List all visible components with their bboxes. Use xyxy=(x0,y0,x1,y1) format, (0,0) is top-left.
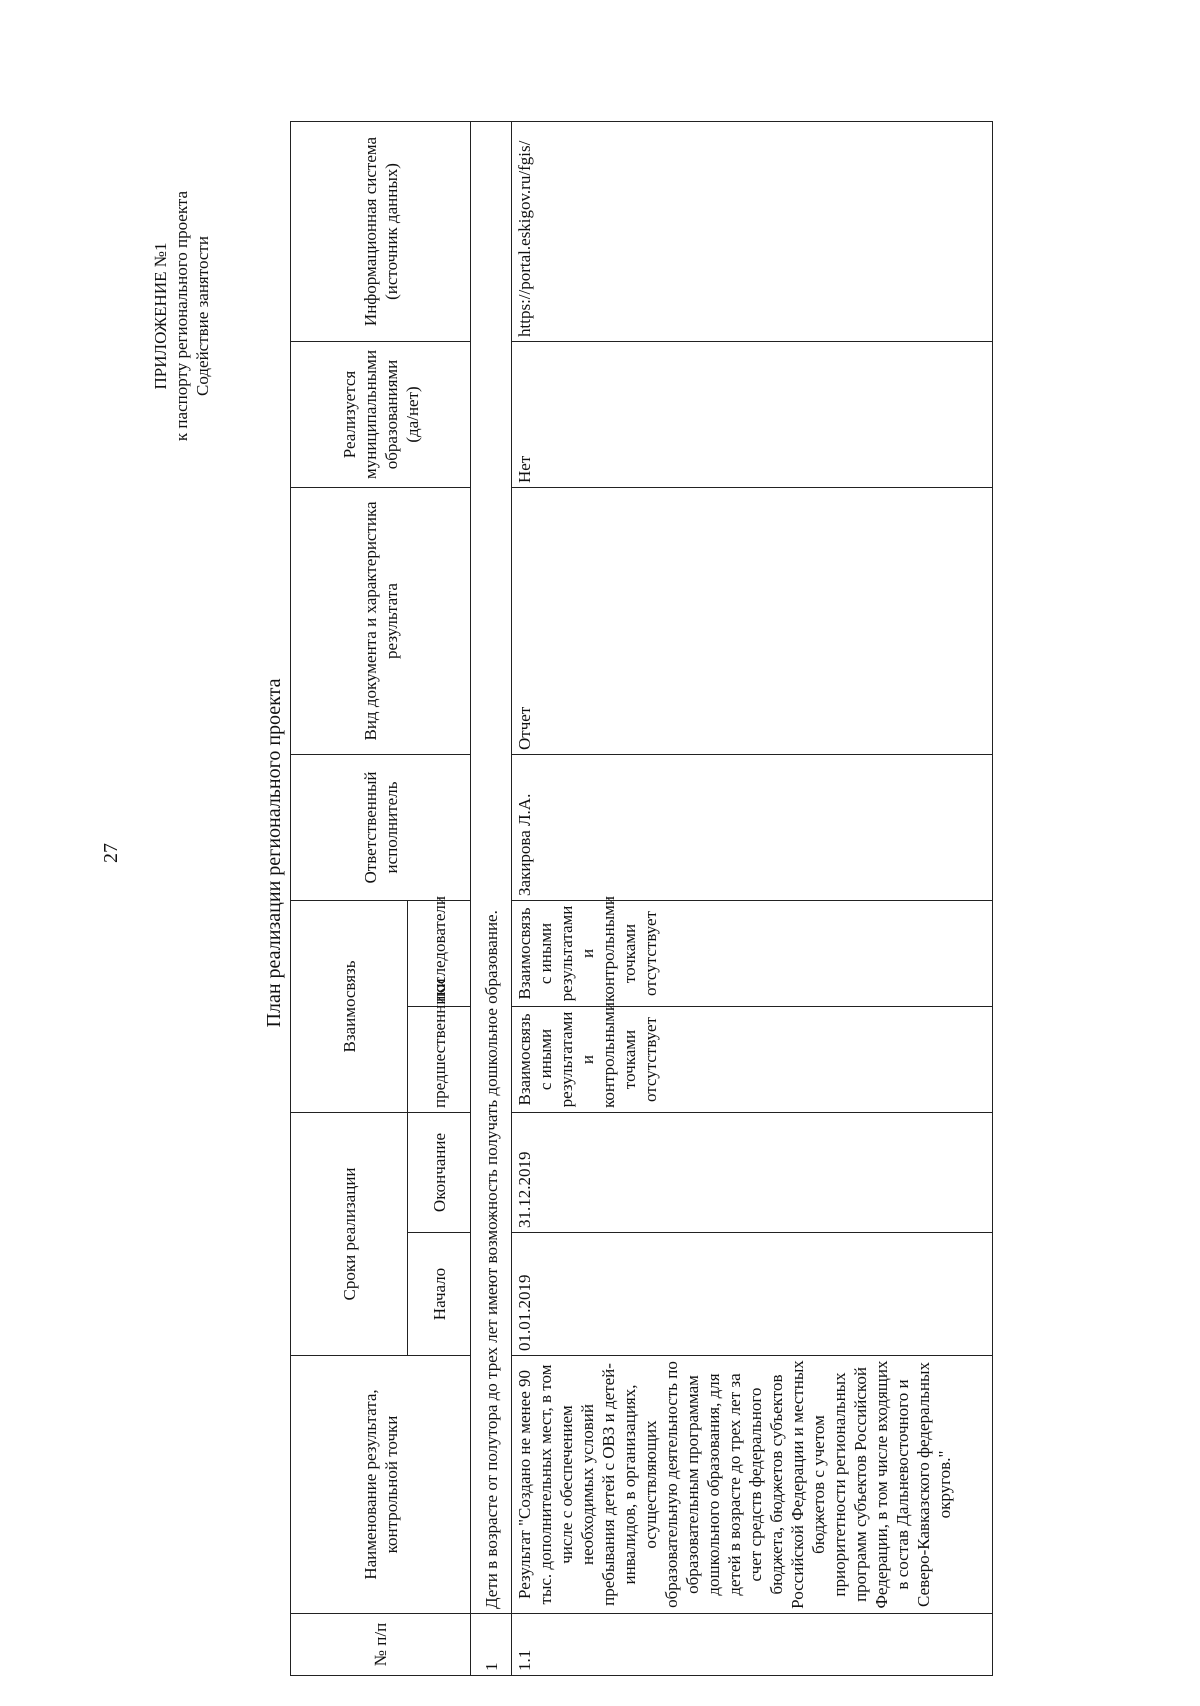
appendix-project-name: Содействие занятости xyxy=(193,236,212,396)
section-num: 1 xyxy=(471,1614,512,1676)
row-municipal: Нет xyxy=(512,341,993,487)
table-row xyxy=(512,121,993,1675)
row-info-system-link: https://portal.eskigov.ru/fgis/ xyxy=(512,121,993,341)
header-responsible: Ответственный исполнитель xyxy=(291,754,471,900)
header-terms: Сроки реализации xyxy=(291,1113,408,1356)
page-number: 27 xyxy=(100,843,122,863)
header-end: Окончание xyxy=(408,1113,471,1233)
header-link: Взаимосвязь xyxy=(291,900,408,1112)
header-municipal: Реализуется муниципальными образованиями (да/нет) xyxy=(291,341,471,487)
row-document-type: Отчет xyxy=(512,487,993,754)
appendix-subtitle: к паспорту регионального проекта xyxy=(172,190,191,442)
header-document: Вид документа и характеристика результата xyxy=(291,487,471,754)
row-responsible: Закирова Л.А. xyxy=(512,754,993,900)
row-num: 1.1 xyxy=(512,1614,993,1676)
appendix-title: ПРИЛОЖЕНИЕ №1 xyxy=(151,242,170,390)
header-predecessors: предшественники xyxy=(408,1007,471,1113)
header-successors: последователи xyxy=(408,900,471,1006)
header-info-system: Информационная система (источник данных) xyxy=(291,121,471,341)
row-start-date: 01.01.2019 xyxy=(512,1233,993,1356)
plan-table xyxy=(290,121,993,1676)
row-successors: Взаимосвязь с иными результатами и контрольными точками отсутствует xyxy=(512,900,993,1006)
header-start: Начало xyxy=(408,1233,471,1356)
header-name: Наименование результата, контрольной точки xyxy=(291,1356,471,1614)
row-result-name: Результат "Создано не менее 90 тыс. дополнительных мест, в том числе с обеспечением необходимых условий пребывания детей с ОВЗ и детей-инвалидов, в организациях, осуществляющих образовательную деятельность по образовательным программам дошкольного образования, для детей в возрасте до трех лет за счет средств федерального бюджета, бюджетов субъектов Российской Федерации и местных бюджетов с учетом приоритетности региональных программ субъектов Российской Федерации, в том числе входящих в состав Дальневосточного и Северо-Кавказского федеральных округов." xyxy=(512,1356,993,1614)
section-row xyxy=(471,121,512,1675)
plan-title: План реализации регионального проекта xyxy=(263,678,285,1028)
row-predecessors: Взаимосвязь с иными результатами и контрольными точками отсутствует xyxy=(512,1007,993,1113)
appendix-block xyxy=(150,106,213,526)
header-num: № п/п xyxy=(291,1614,471,1676)
section-text: Дети в возрасте от полутора до трех лет имеют возможность получать дошкольное образование. xyxy=(471,121,512,1613)
row-end-date: 31.12.2019 xyxy=(512,1113,993,1233)
